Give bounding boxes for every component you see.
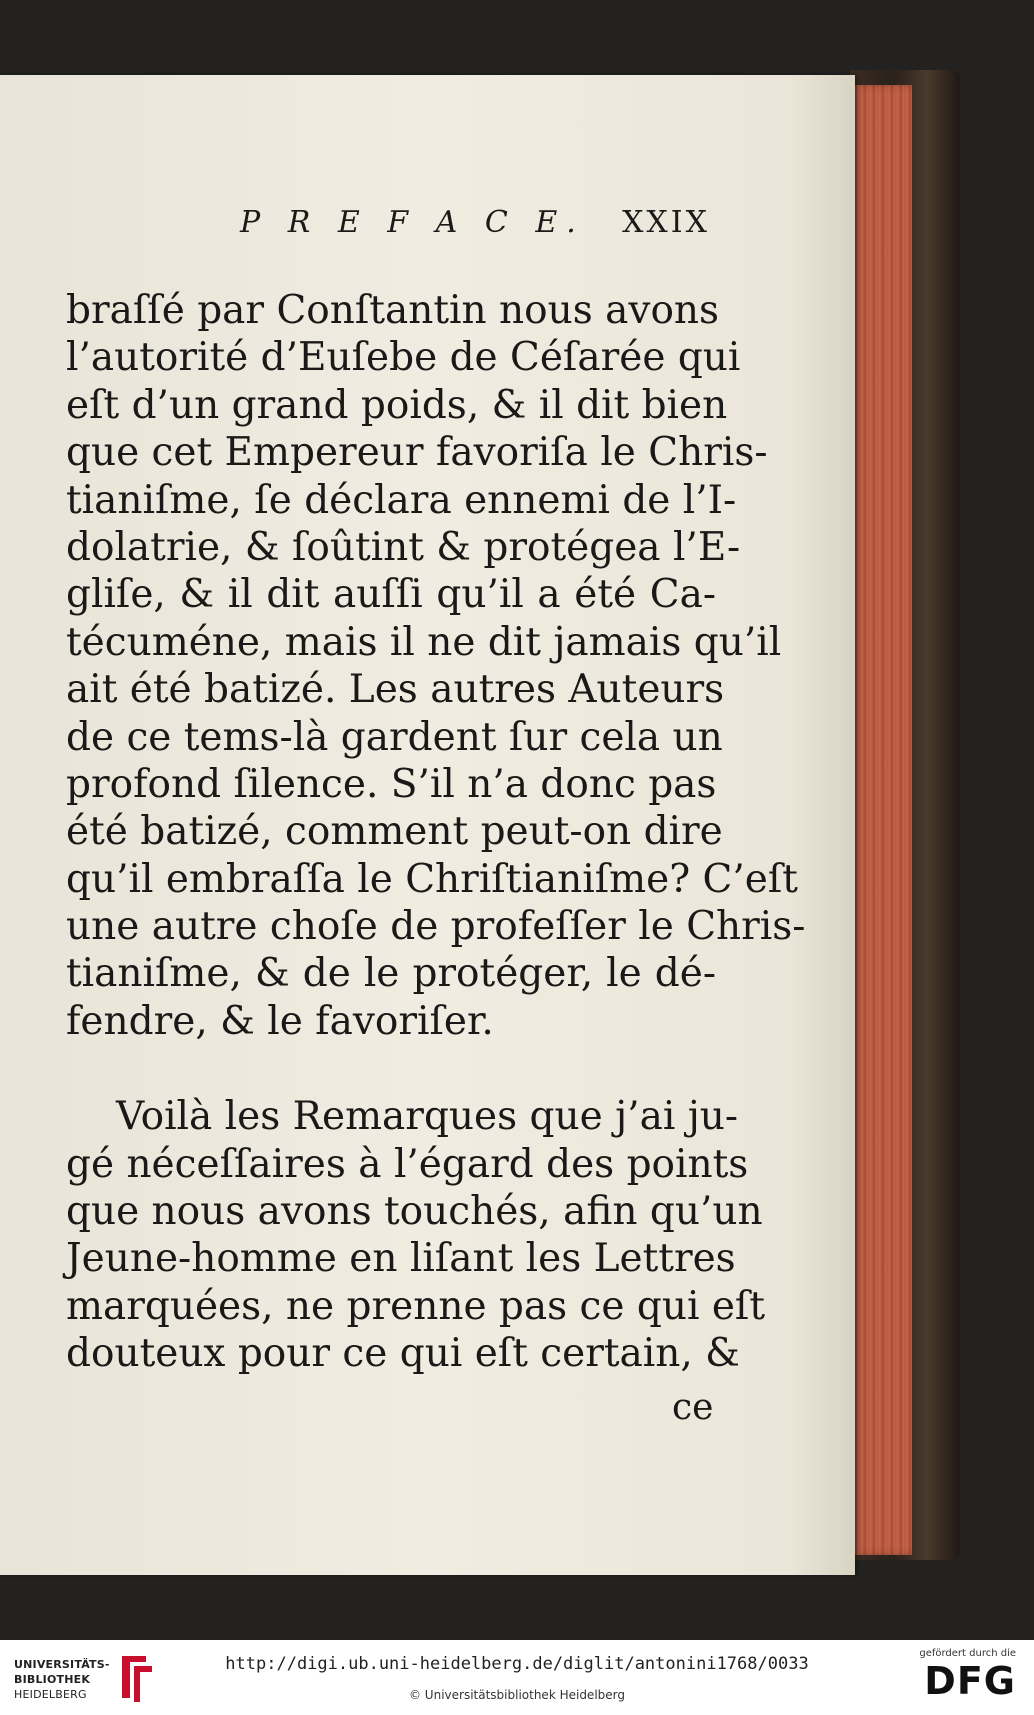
text-line: qu’il embraſſa le Chriſtianiſme? C’eſt [66,856,798,902]
text-line: técuméne, mais il ne dit jamais qu’il [66,619,782,665]
body-text [66,287,806,1378]
funder-note: gefördert durch die [919,1648,1016,1659]
text-line: Voilà les Remarques que j’ai ju- [116,1094,739,1140]
text-line: tianiſme, & de le protéger, le dé- [66,951,716,997]
dfg-logo-text: DFG [924,1659,1016,1703]
text-line: fendre, & le favoriſer. [66,998,494,1044]
page-number: XXIX [622,205,710,240]
text-line: tianiſme, ſe déclara ennemi de l’I- [66,477,737,523]
permalink-url[interactable]: http://digi.ub.uni-heidelberg.de/diglit/antonini1768/0033 [225,1654,809,1674]
text-line: dolatrie, & ſoûtint & protégea l’E- [66,524,741,570]
red-page-edges [850,85,912,1555]
paragraph-gap [66,1045,716,1093]
text-line: ait été batizé. Les autres Auteurs [66,667,725,713]
text-line: braſſé par Conſtantin nous avons [66,288,720,333]
logo-text: HEIDELBERG [14,1688,87,1701]
text-line: douteux pour ce qui eſt certain, & [66,1331,740,1377]
funder-logo[interactable] [906,1648,1016,1708]
text-line: profond ſilence. S’il n’a donc pas [66,761,717,807]
logo-text: BIBLIOTHEK [14,1673,91,1686]
text-line: que cet Empereur favoriſa le Chris- [66,430,768,476]
running-title: P R E F A C E. [240,205,585,240]
catchword: ce [672,1387,714,1428]
copyright-note: © Universitätsbibliothek Heidelberg [408,1688,625,1702]
viewer-footer [0,1640,1034,1715]
page-header [240,205,710,245]
text-line: que nous avons touchés, afin qu’un [66,1189,763,1235]
text-line: l’autorité d’Euſebe de Céſarée qui [66,335,741,381]
text-line: eſt d’un grand poids, & il dit bien [66,382,728,428]
text-line: gé néceſſaires à l’égard des points [66,1141,749,1187]
text-line: Jeune-homme en liſant les Lettres [66,1236,736,1282]
text-line: été batizé, comment peut-on dire [66,809,723,855]
text-line: marquées, ne prenne pas ce qui eſt [66,1283,766,1329]
text-line: une autre choſe de profeſſer le Chris- [66,904,806,950]
text-line: de ce tems-là gardent ſur cela un [66,714,723,760]
logo-text: UNIVERSITÄTS- [14,1658,110,1671]
text-line: gliſe, & il dit auſſi qu’il a été Ca- [66,572,716,618]
